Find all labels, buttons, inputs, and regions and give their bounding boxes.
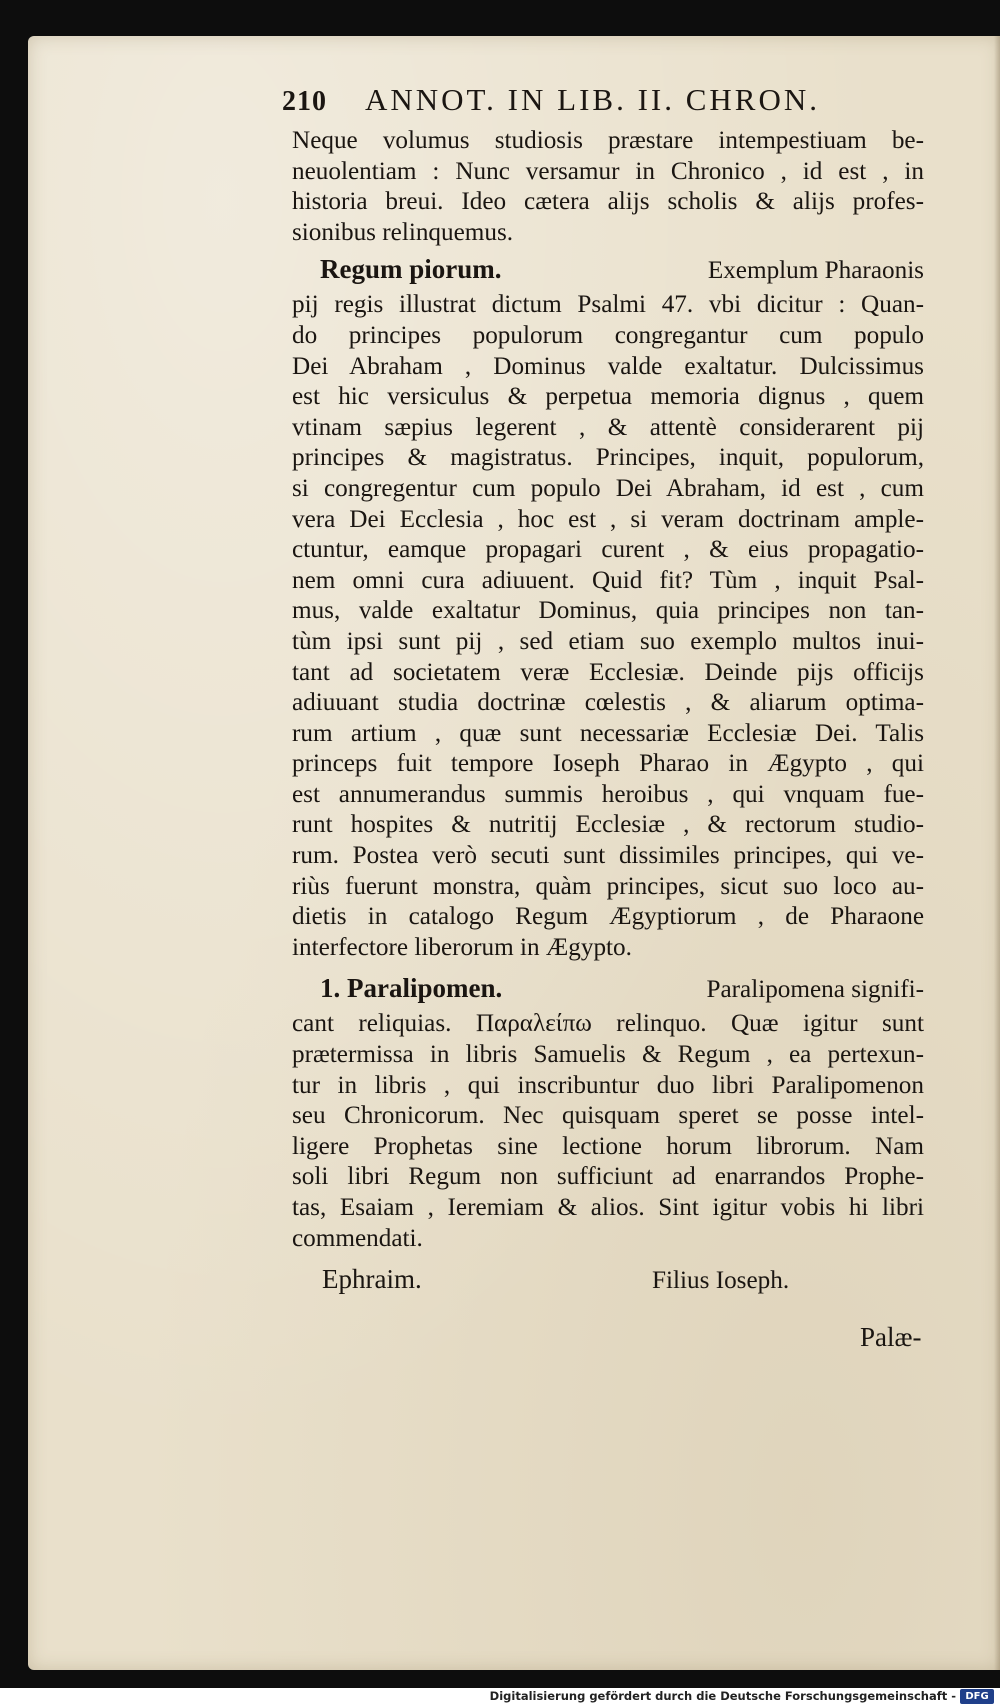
section-lemma: 1. Paralipomen.: [320, 973, 503, 1004]
text-line: si congregentur cum populo Dei Abraham, id est , cum: [292, 474, 924, 502]
text-line: mus, valde exaltatur Dominus, quia principes non tan-: [292, 597, 924, 625]
text-line: rum artium , quæ sunt necessariæ Ecclesiæ Dei. Talis: [292, 719, 924, 747]
text-line: vera Dei Ecclesia , hoc est , si veram doctrinam ample-: [292, 505, 924, 533]
text-line: dietis in catalogo Regum Ægyptiorum , de Pharaone: [292, 903, 924, 931]
text-line: soli libri Regum non sufficiunt ad enarrandos Prophe-: [292, 1163, 924, 1191]
text-line: vtinam sæpius legerent , & attentè considerarent pij: [292, 413, 924, 441]
text-line: do principes populorum congregantur cum populo: [292, 321, 924, 349]
section-first-words: Paralipomena signifi-: [706, 976, 924, 1004]
footer-credit: Digitalisierung gefördert durch die Deutsche Forschungsgemeinschaft -: [489, 1689, 956, 1703]
intro-paragraph: [292, 126, 924, 248]
text-line: tas, Esaiam , Ieremiam & alios. Sint igitur vobis hi libri: [292, 1194, 924, 1221]
text-line: tùm ipsi sunt pij , sed etiam suo exemplo multos inui-: [292, 627, 924, 655]
text-line: tant ad societatem veræ Ecclesiæ. Deinde pijs officijs: [292, 658, 924, 686]
page-number: 210: [282, 86, 327, 117]
text-line: ctuntur, eamque propagari curent , & eius propagatio-: [292, 536, 924, 564]
text-line: sionibus relinquemus.: [292, 218, 514, 246]
text-line: princeps fuit tempore Ioseph Pharao in Ægypto , qui: [292, 750, 924, 778]
text-line: cant reliquias. Παραλείπω relinquo. Quæ igitur sunt: [292, 1010, 924, 1038]
text-line: principes & magistratus. Principes, inquit, populorum,: [292, 444, 924, 472]
section-lemma: Regum piorum.: [320, 254, 502, 285]
section-paragraph-paralipomen: [292, 1009, 924, 1254]
margin-entry: [292, 1264, 924, 1304]
section-paragraph-regum: [292, 290, 924, 963]
text-line: runt hospites & nutritij Ecclesiæ , & rectorum studio-: [292, 811, 924, 839]
text-line: Dei Abraham , Dominus valde exaltatur. Dulcissimus: [292, 352, 924, 380]
text-line: ligere Prophetas sine lectione horum librorum. Nam: [292, 1132, 924, 1160]
text-line: Neque volumus studiosis præstare intempestiuam be-: [292, 127, 924, 154]
text-line: est annumerandus summis heroibus , qui vnquam fue-: [292, 780, 924, 808]
section-heading-regum: [292, 254, 924, 290]
text-line: seu Chronicorum. Nec quisquam speret se posse intel-: [292, 1102, 924, 1130]
text-line: rum. Postea verò secuti sunt dissimiles principes, qui ve-: [292, 842, 924, 870]
text-line: interfectore liberorum in Ægypto.: [292, 933, 632, 961]
text-line: pij regis illustrat dictum Psalmi 47. vbi dicitur : Quan-: [292, 291, 924, 319]
text-line: commendati.: [292, 1224, 423, 1252]
running-title: ANNOT. IN LIB. II. CHRON.: [365, 82, 820, 117]
text-line: nem omni cura adiuuent. Quid fit? Tùm , inquit Psal-: [292, 566, 924, 594]
section-heading-paralipomen: [292, 973, 924, 1009]
text-line: riùs fuerunt monstra, quàm principes, sicut suo loco au-: [292, 872, 924, 900]
section-first-words: Exemplum Pharaonis: [707, 257, 924, 285]
catchword: Palæ-: [860, 1322, 922, 1352]
main-text: [292, 126, 924, 1304]
page-edge-shadow: [994, 36, 1000, 1670]
margin-entry-term: Ephraim.: [322, 1264, 422, 1295]
text-line: adiuuant studia doctrinæ cœlestis , & aliarum optima-: [292, 689, 924, 717]
text-line: prætermissa in libris Samuelis & Regum , ea pertexun-: [292, 1041, 924, 1069]
margin-entry-gloss: Filius Ioseph.: [652, 1267, 790, 1295]
text-line: tur in libris , qui inscribuntur duo libri Paralipomenon: [292, 1071, 924, 1099]
text-line: est hic versiculus & perpetua memoria dignus , quem: [292, 383, 924, 411]
dfg-logo: DFG: [960, 1689, 994, 1704]
text-line: historia breui. Ideo cætera alijs scholis & alijs profes-: [292, 188, 924, 216]
running-head: [282, 82, 922, 126]
text-line: neuolentiam : Nunc versamur in Chronico , id est , in: [292, 157, 924, 185]
